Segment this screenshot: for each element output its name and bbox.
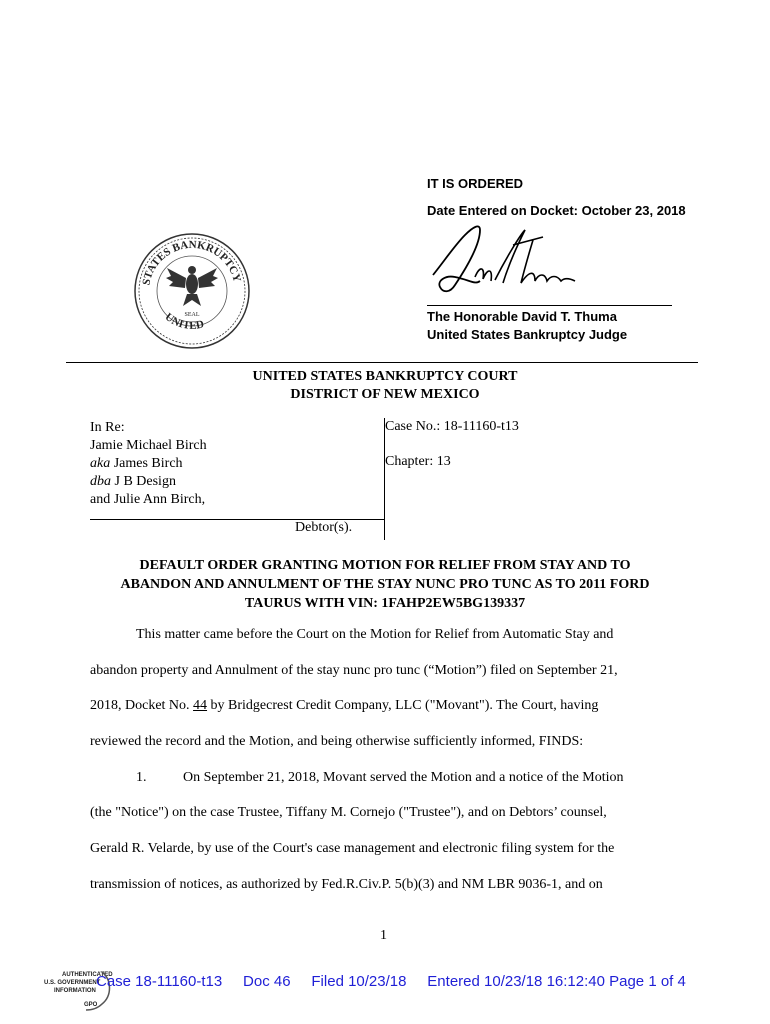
order-title-line-3: TAURUS WITH VIN: 1FAHP2EW5BG139337 [244,596,526,611]
debtor-label: Debtor(s). [295,520,353,535]
gpo-line-1: AUTHENTICATED [62,972,113,978]
body-line-6: (the "Notice") on the case Trustee, Tiffany M. Cornejo ("Trustee"), and on Debtors’ counsel, [90,805,607,820]
dba-line [90,473,207,491]
seal-text-bottom: UNITED [162,310,206,332]
gpo-line-3: INFORMATION [54,988,96,994]
dba-name: J B Design [111,474,176,489]
judge-name: The Honorable David T. Thuma [427,309,617,324]
case-number: Case No.: 18-11160-t13 [385,419,519,434]
gpo-line-4: GPO [84,1002,98,1008]
debtor-name-2: and Julie Ann Birch, [90,492,206,507]
in-re-label: In Re: [90,420,125,435]
body-line-2: abandon property and Annulment of the stay nunc pro tunc (“Motion”) filed on September 21, [90,663,618,678]
ordered-heading: IT IS ORDERED [427,176,524,191]
order-title-line-2: ABANDON AND ANNULMENT OF THE STAY NUNC PRO TUNC AS TO 2011 FORD [120,577,650,592]
date-entered: Date Entered on Docket: October 23, 2018 [427,203,686,218]
seal-label: SEAL [184,312,200,318]
docket-link[interactable]: 44 [193,698,208,713]
gpo-line-2: U.S. GOVERNMENT [44,980,101,986]
signature-line [427,305,672,306]
body-line-3c: by Bridgecrest Credit Company, LLC ("Movant"). The Court, having [207,698,599,713]
header-divider [66,362,698,363]
caption-divider [384,418,385,540]
aka-label: aka [90,456,111,471]
body-line-3a: 2018, Docket No. [90,698,194,713]
aka-line [90,455,207,473]
court-name: UNITED STATES BANKRUPTCY COURT [252,369,518,384]
aka-name: James Birch [110,456,183,471]
body-line-1: This matter came before the Court on the Motion for Relief from Automatic Stay and [136,627,614,642]
page-number: 1 [380,928,387,943]
filing-stamp: Case 18-11160-t13 Doc 46 Filed 10/23/18 Entered 10/23/18 16:12:40 Page 1 of 4 [96,973,686,990]
judge-signature [425,215,580,300]
paragraph-number: 1. [136,770,147,785]
debtor-name-1: Jamie Michael Birch [90,438,207,453]
body-line-4: reviewed the record and the Motion, and being otherwise sufficiently informed, FINDS: [90,734,584,749]
case-caption [90,419,207,509]
order-title-line-1: DEFAULT ORDER GRANTING MOTION FOR RELIEF FROM STAY AND TO [139,558,631,573]
body-line-3 [90,698,598,714]
court-seal-icon [133,232,251,350]
judge-title: United States Bankruptcy Judge [427,327,628,342]
body-line-8: transmission of notices, as authorized by Fed.R.Civ.P. 5(b)(3) and NM LBR 9036-1, and on [90,877,603,892]
body-line-5: On September 21, 2018, Movant served the Motion and a notice of the Motion [183,770,624,785]
dba-label: dba [90,474,111,489]
chapter: Chapter: 13 [385,454,451,469]
body-line-7: Gerald R. Velarde, by use of the Court's case management and electronic filing system for the [90,841,615,856]
order-title [60,556,710,613]
seal-text-top: STATES BANKRUPTCY [140,238,243,287]
court-district: DISTRICT OF NEW MEXICO [290,387,480,402]
